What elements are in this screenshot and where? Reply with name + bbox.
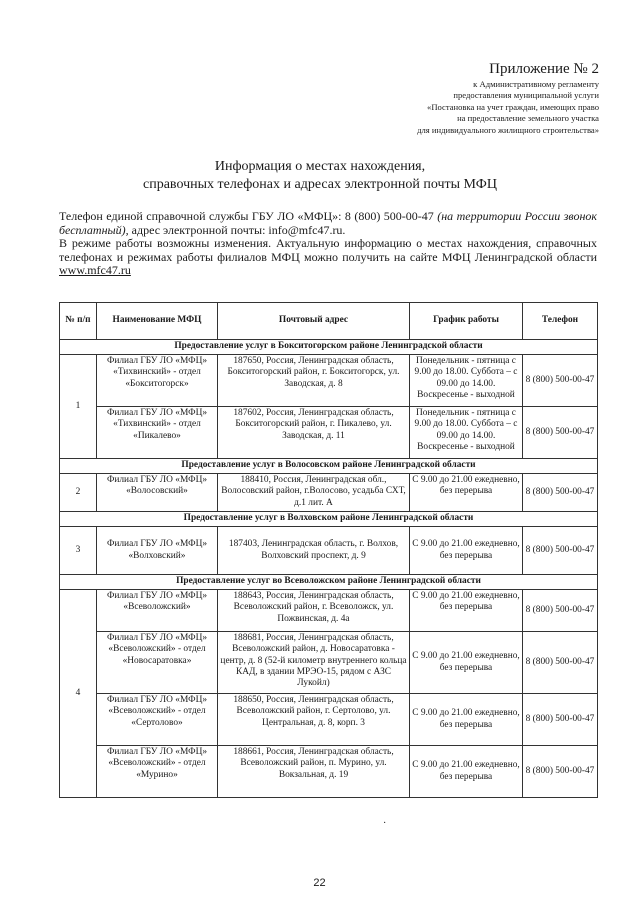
mfc-name: Филиал ГБУ ЛО «МФЦ» «Всеволожский» xyxy=(97,590,218,632)
table-row xyxy=(60,527,598,575)
document-title-line-2: справочных телефонах и адресах электронной почты МФЦ xyxy=(143,176,497,192)
mfc-schedule: С 9.00 до 21.00 ежедневно, без перерыва xyxy=(410,590,523,632)
mfc-address: 188661, Россия, Ленинградская область, Всеволожский район, п. Мурино, ул. Вокзальная, д. 19 xyxy=(218,746,410,798)
section-title: Предоставление услуг в Волховском районе Ленинградской области xyxy=(60,512,598,527)
section-row xyxy=(60,512,598,527)
table-row xyxy=(60,694,598,746)
appendix-header xyxy=(417,60,599,136)
mfc-address: 187403, Ленинградская область, г. Волхов, Волховский проспект, д. 9 xyxy=(218,527,410,575)
appendix-line: к Административному регламенту xyxy=(473,79,599,89)
mfc-name: Филиал ГБУ ЛО «МФЦ» «Тихвинский» - отдел «Бокситогорск» xyxy=(97,355,218,407)
mfc-schedule: С 9.00 до 21.00 ежедневно, без перерыва xyxy=(410,694,523,746)
mfc-name: Филиал ГБУ ЛО «МФЦ» «Волосовский» xyxy=(97,474,218,512)
mfc-address: 188410, Россия, Ленинградская обл., Волосовский район, г.Волосово, усадьба СХТ, д.1 лит. А xyxy=(218,474,410,512)
row-number: 1 xyxy=(60,355,97,459)
table-row xyxy=(60,355,598,407)
intro-text xyxy=(59,210,597,278)
row-number: 4 xyxy=(60,590,97,798)
mfc-address: 187650, Россия, Ленинградская область, Бокситогорский район, г. Бокситогорск, ул. Заводская, д. 8 xyxy=(218,355,410,407)
mfc-schedule: С 9.00 до 21.00 ежедневно, без перерыва xyxy=(410,474,523,512)
mfc-schedule: Понедельник - пятница с 9.00 до 18.00. Суббота – с 09.00 до 14.00. Воскресенье - выходной xyxy=(410,355,523,407)
mfc-address: 187602, Россия, Ленинградская область, Бокситогорский район, г. Пикалево, ул. Заводская, д. 11 xyxy=(218,407,410,459)
section-row xyxy=(60,459,598,474)
mfc-address: 188643, Россия, Ленинградская область, Всеволожский район, г. Всеволожск, ул. Пожвинская, д. 4а xyxy=(218,590,410,632)
section-title: Предоставление услуг во Всеволожском районе Ленинградской области xyxy=(60,575,598,590)
mfc-schedule: С 9.00 до 21.00 ежедневно, без перерыва xyxy=(410,632,523,694)
hotline-note: (на территории России звонок бесплатный), xyxy=(59,209,598,237)
mfc-address: 188650, Россия, Ленинградская область, Всеволожский район, г. Сертолово, ул. Центральная, д. 8, корп. 3 xyxy=(218,694,410,746)
mfc-phone: 8 (800) 500-00-47 xyxy=(523,746,598,798)
header-schedule: График работы xyxy=(410,303,523,340)
table-header-row xyxy=(60,303,598,340)
mfc-phone: 8 (800) 500-00-47 xyxy=(523,632,598,694)
header-address: Почтовый адрес xyxy=(218,303,410,340)
appendix-line: предоставления муниципальной услуги xyxy=(453,90,599,101)
mfc-address: 188681, Россия, Ленинградская область, Всеволожский район, д. Новосаратовка - центр, д. 8 (52-й километр внутреннего кольца КАД, в здании МРЭО-15, рядом с АЗС Лукойл) xyxy=(218,632,410,694)
mfc-phone: 8 (800) 500-00-47 xyxy=(523,590,598,632)
changes-text: В режиме работы возможны изменения. Актуальную информацию о местах нахождения, справочных телефонах и режимах работы филиалов МФЦ можно получить на сайте МФЦ Ленинградской области xyxy=(59,236,597,264)
mfc-name: Филиал ГБУ ЛО «МФЦ» «Всеволожский» - отдел «Сертолово» xyxy=(97,694,218,746)
section-row xyxy=(60,340,598,355)
mfc-schedule: С 9.00 до 21.00 ежедневно, без перерыва xyxy=(410,746,523,798)
table-row xyxy=(60,746,598,798)
header-phone: Телефон xyxy=(523,303,598,340)
mfc-schedule: С 9.00 до 21.00 ежедневно, без перерыва xyxy=(410,527,523,575)
mfc-name: Филиал ГБУ ЛО «МФЦ» «Тихвинский» - отдел «Пикалево» xyxy=(97,407,218,459)
document-title xyxy=(60,158,580,193)
header-num: № п/п xyxy=(60,303,97,340)
intro-phone-paragraph xyxy=(59,210,597,237)
appendix-line: для индивидуального жилищного строительства» xyxy=(417,124,599,135)
stray-dot: · xyxy=(383,818,387,829)
mfc-schedule: Понедельник - пятница с 9.00 до 18.00. Суббота – с 09.00 до 14.00. Воскресенье - выходной xyxy=(410,407,523,459)
website-link[interactable]: www.mfc47.ru xyxy=(59,263,131,278)
appendix-title: Приложение № 2 xyxy=(489,61,599,77)
table-row xyxy=(60,474,598,512)
row-number: 3 xyxy=(60,527,97,575)
table-row xyxy=(60,632,598,694)
page-number: 22 xyxy=(313,877,326,889)
appendix-line: на предоставление земельного участка xyxy=(457,113,599,124)
mfc-phone: 8 (800) 500-00-47 xyxy=(523,355,598,407)
table-row xyxy=(60,590,598,632)
mfc-phone: 8 (800) 500-00-47 xyxy=(523,407,598,459)
table-row xyxy=(60,407,598,459)
section-row xyxy=(60,575,598,590)
appendix-line: «Постановка на учет граждан, имеющих право xyxy=(427,101,599,112)
section-title: Предоставление услуг в Волосовском районе Ленинградской области xyxy=(60,459,598,474)
document-title-line-1: Информация о местах нахождения, xyxy=(214,159,426,174)
section-title: Предоставление услуг в Бокситогорском районе Ленинградской области xyxy=(60,340,598,355)
mfc-name: Филиал ГБУ ЛО «МФЦ» «Всеволожский» - отдел «Мурино» xyxy=(97,746,218,798)
mfc-phone: 8 (800) 500-00-47 xyxy=(523,474,598,512)
mfc-phone: 8 (800) 500-00-47 xyxy=(523,527,598,575)
mfc-name: Филиал ГБУ ЛО «МФЦ» «Всеволожский» - отдел «Новосаратовка» xyxy=(97,632,218,694)
mfc-table xyxy=(59,302,598,798)
mfc-phone: 8 (800) 500-00-47 xyxy=(523,694,598,746)
mfc-name: Филиал ГБУ ЛО «МФЦ» «Волховский» xyxy=(97,527,218,575)
intro-changes-paragraph xyxy=(59,237,597,278)
header-name: Наименование МФЦ xyxy=(97,303,218,340)
hotline-phone-text: Телефон единой справочной службы ГБУ ЛО «МФЦ»: 8 (800) 500-00-47 xyxy=(59,209,434,223)
email-text: адрес электронной почты: info@mfc47.ru. xyxy=(131,222,346,237)
row-number: 2 xyxy=(60,474,97,512)
